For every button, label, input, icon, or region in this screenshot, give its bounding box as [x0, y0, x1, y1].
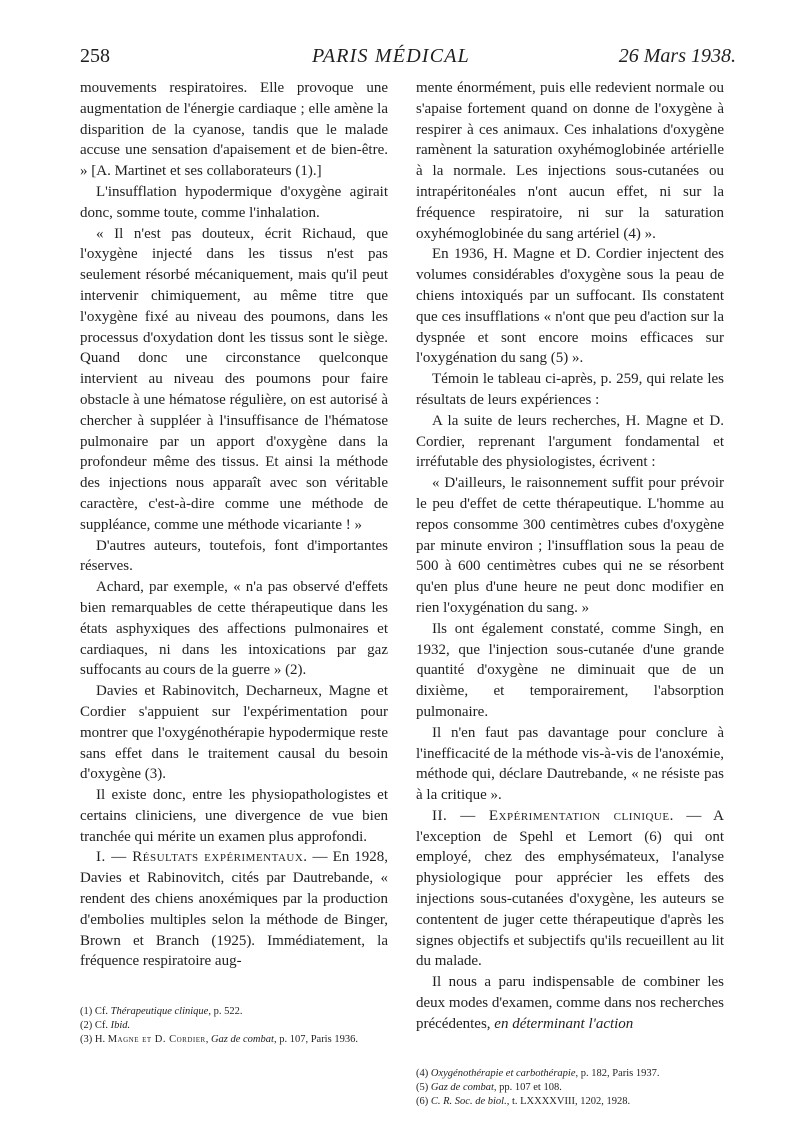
paragraph: En 1936, H. Magne et D. Cordier injectent des volumes considérables d'oxygène sous la peau de chiens intoxiqués par un suffocant. Ils constatent que ces insufflations « n'ont que peu d'action sur la dyspnée et sont encore moins efficaces sur l'oxygénation du sang (5) ».: [416, 246, 724, 367]
footnote: [416, 1081, 726, 1095]
paragraph: Achard, par exemple, « n'a pas observé d'effets bien remarquables de cette thérapeutique dans les états asphyxiques des affections pulmonaires et cardiaques, ni dans les intoxications par gaz suffocants au cours de la guerre » (2).: [80, 579, 388, 679]
footnote-separator: ,: [205, 1034, 211, 1045]
footnote-number: (2) Cf.: [80, 1020, 111, 1031]
paragraph: Il n'en faut pas davantage pour conclure à l'inefficacité de la méthode vis-à-vis de l'anoxémie, méthode qui, déclare Dautrebande, « ne résiste pas à la critique ».: [416, 724, 724, 804]
left-column: [80, 78, 388, 972]
footnote-number: (1) Cf.: [80, 1006, 111, 1017]
page-number: 258: [80, 45, 110, 67]
footnote-text: , p. 182, Paris 1937.: [575, 1068, 660, 1079]
paragraph-text: Il nous a paru indispensable de combiner les deux modes d'examen, comme dans nos recherches précédentes,: [416, 974, 725, 1032]
footnote-text: , t. LXXXXVIII, 1202, 1928.: [506, 1096, 631, 1107]
paragraph: A la suite de leurs recherches, H. Magne et D. Cordier, reprenant l'argument fondamental et irréfutable des physiologistes, écrivent :: [416, 412, 724, 471]
footnote: [80, 1033, 390, 1047]
footnote-text: , pp. 107 et 108.: [493, 1082, 562, 1093]
footnote-title: Gaz de combat: [430, 1082, 494, 1093]
paragraph-italic: en déterminant l'action: [494, 1015, 634, 1032]
paragraph: L'insufflation hypodermique d'oxygène agirait donc, somme toute, comme l'inhalation.: [80, 183, 388, 221]
footnote: [80, 1019, 390, 1033]
footnote-text: , p. 522.: [208, 1006, 243, 1017]
paragraph: [416, 972, 724, 1034]
paragraph: mouvements respiratoires. Elle provoque une augmentation de l'énergie cardiaque ; elle amène la disparition de la cyanose, tandis que le malade accuse une sensation d'apaisement et de bien-être. » [A. Martinet et ses collaborateurs (1).]: [80, 80, 388, 180]
footnote-text: , p. 107, Paris 1936.: [273, 1034, 358, 1045]
footnote-title: Thérapeutique clinique: [110, 1006, 209, 1017]
footnote-title: Gaz de combat: [210, 1034, 274, 1045]
footnote: [416, 1095, 726, 1109]
footnote: [80, 1005, 390, 1019]
paragraph: Témoin le tableau ci-après, p. 259, qui relate les résultats de leurs expériences :: [416, 371, 724, 408]
paragraph: Ils ont également constaté, comme Singh, en 1932, que l'injection sous-cutanée d'une grande quantité d'oxygène ne diminuait que de un dixième, et temporairement, l'absorption pulmonaire.: [416, 620, 724, 720]
paragraph: « D'ailleurs, le raisonnement suffit pour prévoir le peu d'effet de cette thérapeutique. L'homme au repos consomme 300 centimètres cubes d'oxygène par minute environ ; l'insufflation sous la peau de 500 à 600 centimètres cubes qui ne se résorbent qu'en plus d'une heure ne peut donc modifier en rien l'oxygénation du sang. »: [416, 475, 724, 616]
footnote-title: C. R. Soc. de biol.: [430, 1096, 507, 1107]
paragraph: Davies et Rabinovitch, Decharneux, Magne et Cordier s'appuient sur l'expérimentation pour montrer que l'oxygénothérapie hypodermique reste sans effet dans le traitement causal du besoin d'oxygène (3).: [80, 683, 388, 783]
footnotes-right: [416, 1067, 726, 1109]
section-heading: II. — Expérimentation clinique.: [432, 807, 674, 824]
footnote-number: (6): [416, 1096, 431, 1107]
journal-title: PARIS MÉDICAL: [312, 45, 470, 67]
section-text: — A l'exception de Spehl et Lemort (6) qui ont employé, chez des emphysémateux, l'analyse physiologique pour apprécier les effets des injections sous-cutanées d'oxygène, les auteurs se contentent de juger cette thérapeutique d'après les signes objectifs et subjectifs qu'ils recueillent au lit du malade.: [416, 807, 724, 970]
paragraph: D'autres auteurs, toutefois, font d'importantes réserves.: [80, 537, 388, 575]
section-paragraph: [416, 806, 724, 972]
right-column: [416, 78, 724, 1035]
paragraph: mente énormément, puis elle redevient normale ou s'apaise fortement quand on donne de l'oxygène à respirer à ces animaux. Ces inhalations d'oxygène ramènent la saturation oxyhémoglobinée artérielle à la normale. Les injections sous-cutanées ou intrapéritonéales n'ont aucun effet, ni sur la fréquence respiratoire, ni sur la saturation oxyhémoglobinée du sang artériel (4) ».: [416, 80, 724, 242]
footnote: [416, 1067, 726, 1081]
section-heading: I. — Résultats expérimentaux.: [96, 849, 308, 866]
footnote-title: Oxygénothérapie et carbothérapie: [430, 1068, 576, 1079]
section-text: — En 1928, Davies et Rabinovitch, cités par Dautrebande, « rendent des chiens anoxémiques par la production d'embolies multiples selon la méthode de Binger, Brown et Branch (1925). Immédiatement, la fréquence respiratoire aug-: [80, 849, 388, 970]
footnote-number: (4): [416, 1068, 431, 1079]
footnote-number: (3) H.: [80, 1034, 108, 1045]
footnote-authors: Magne et D. Cordier: [107, 1034, 206, 1045]
footnotes-left: [80, 1005, 390, 1047]
paragraph: « Il n'est pas douteux, écrit Richaud, que l'oxygène injecté dans les tissus n'est pas seulement résorbé mécaniquement, mais qu'il peut intervenir chimiquement, au même titre que l'oxygène fixé au niveau des poumons, dans les processus d'oxydation dont les tissus sont le siège. Quand donc une circonstance quelconque intervient au niveau des poumons pour faire obstacle à une hématose régulière, on est autorisé à chercher à suppléer à l'insuffisance de l'hématose pulmonaire par un apport d'oxygène dans la profondeur même des tissus. Et ainsi la méthode des injections nous apparaît avec son véritable caractère, c'est-à-dire comme une méthode de suppléance, comme une méthode vicariante ! »: [80, 225, 388, 533]
section-paragraph: [80, 847, 388, 972]
issue-date: 26 Mars 1938.: [618, 45, 736, 67]
footnote-title: Ibid.: [110, 1020, 131, 1031]
paragraph: Il existe donc, entre les physiopathologistes et certains cliniciens, une divergence de vue bien tranchée qui mérite un examen plus approfondi.: [80, 787, 388, 845]
footnote-number: (5): [416, 1082, 431, 1093]
